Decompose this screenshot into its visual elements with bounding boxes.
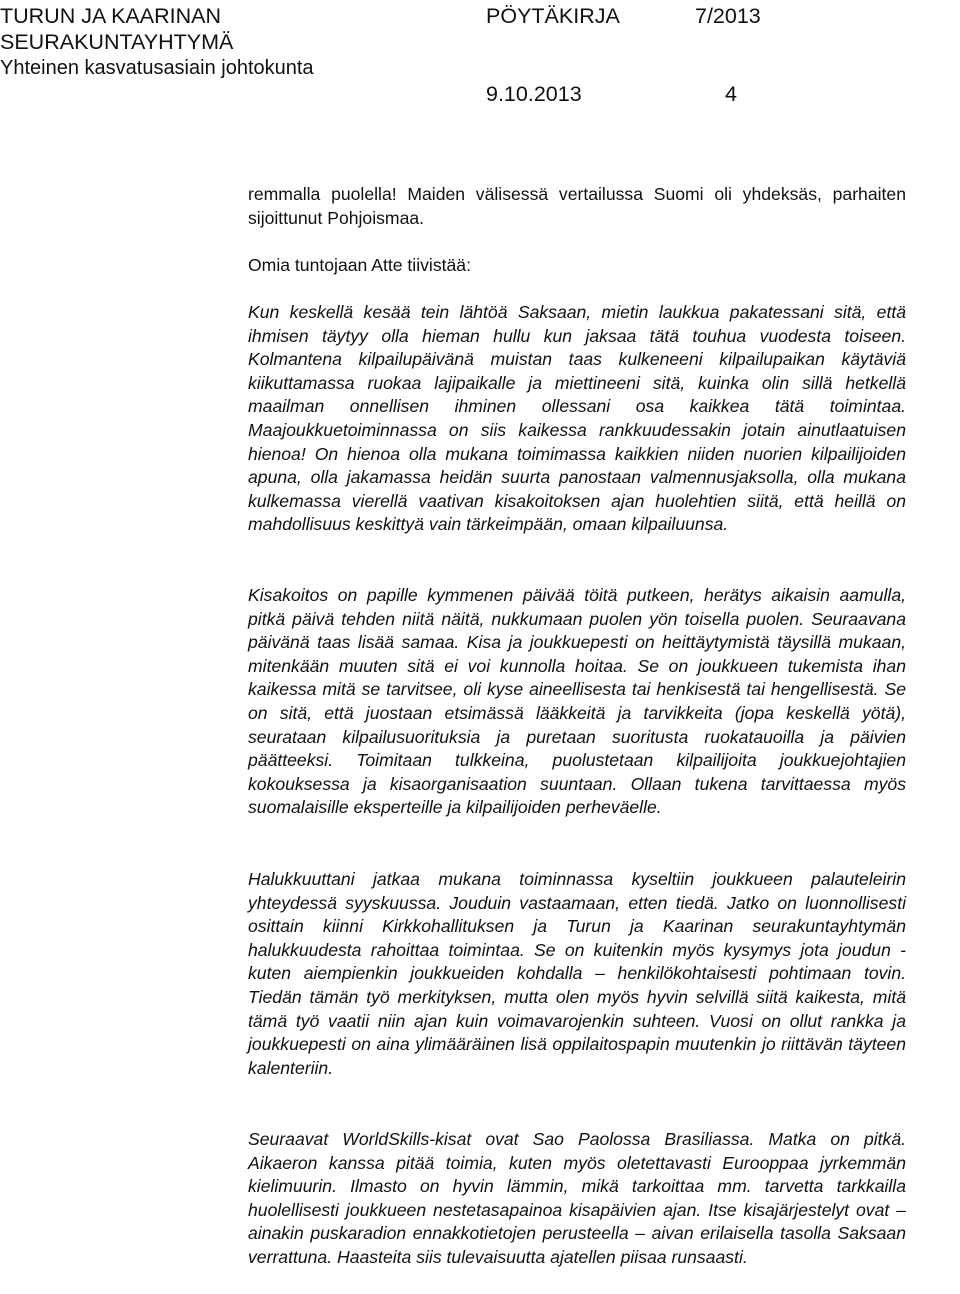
quote-paragraph-1: Kun keskellä kesää tein lähtöä Saksaan, mietin laukkua pakatessani sitä, että ihmisen täytyy olla hieman hullu kun jaksaa tätä touhua vuodesta toiseen. Kolmantena kilpailupäivänä muistan taas kulkeneeni kilpailupaikan käytäviä kiikuttamassa ruokaa lajipaikalle ja miettineeni sitä, kuinka olin sillä hetkellä maailman onnellisen ihminen ollessani osa kaikkea tätä toimintaa. Maajoukkuetoiminnassa on siis kaikessa rankkuudessakin jotain ainutlaatuisen hienoa! On hienoa olla mukana toimimassa kaikkien niiden nuorien kilpailijoiden apuna, olla jakamassa heidän suurta panostaan valmennusjaksolla, olla mukana kulkemassa vierellä vaativan kisakoitoksen ajan huolehtien siitä, että heillä on mahdollisuus keskittyä vain tärkeimpään, omaan kilpailuunsa. [248, 302, 906, 535]
header-organization-line2: SEURAKUNTAYHTYMÄ [0, 30, 234, 54]
paragraph-1: remmalla puolella! Maiden välisessä vertailussa Suomi oli yhdeksäs, parhaiten sijoittunut Pohjoismaa. [248, 184, 906, 228]
paragraph-2: Omia tuntojaan Atte tiivistää: [248, 255, 471, 275]
header-document-number: 7/2013 [695, 4, 761, 28]
header-document-type: PÖYTÄKIRJA [486, 4, 620, 28]
header-date: 9.10.2013 [486, 82, 582, 106]
header-page-number: 4 [725, 82, 737, 106]
header-organization-line3: Yhteinen kasvatusasiain johtokunta [0, 57, 314, 79]
quote-paragraph-3: Halukkuuttani jatkaa mukana toiminnassa kyseltiin joukkueen palauteleirin yhteydessä syyskuussa. Jouduin vastaamaan, etten tiedä. Jatko on luonnollisesti osittain kiinni Kirkkohallituksen ja Turun ja Kaarinan seurakuntayhtymän halukkuudesta rahoittaa toimintaa. Se on kuitenkin myös kysymys jota joudun - kuten aiempienkin joukkueiden kohdalla – henkilökohtaisesti pohtimaan tovin. Tiedän tämän työ merkityksen, mutta olen myös hyvin selvillä siitä kaikesta, mitä tämä työ vaatii niin ajan kuin voimavarojenkin suhteen. Vuosi on ollut rankka ja joukkuepesti on aina ylimääräinen lisä oppilaitospapin muutenkin jo riittävän täyteen kalenteriin. [248, 869, 906, 1078]
header-organization-line1: TURUN JA KAARINAN [0, 4, 222, 28]
quote-paragraph-2: Kisakoitos on papille kymmenen päivää töitä putkeen, herätys aikaisin aamulla, pitkä päivä tehden niitä näitä, nukkumaan puolen yön toisella puolen. Seuraavana päivänä taas lisää samaa. Kisa ja joukkuepesti on heittäytymistä täysillä mukaan, mitenkään muuten sitä ei voi kunnolla hoitaa. Se on joukkueen tukemista ihan kaikessa mitä se tarvitsee, oli kyse aineellisesta tai henkisestä tai hengellisestä. Se on sitä, että juostaan etsimässä lääkkeitä ja tarvikkeita (jopa keskellä yötä), seurataan kilpailusuorituksia ja puretaan suoritusta ruokatauoilla ja päivien päätteeksi. Toimitaan tulkkeina, puolustetaan kilpailijoita joukkuejohtajien kokouksessa ja kisaorganisaation suuntaan. Ollaan tukena tarvittaessa myös suomalaisille eksperteille ja kilpailijoiden perheväelle. [248, 585, 906, 818]
quote-paragraph-4: Seuraavat WorldSkills-kisat ovat Sao Paolossa Brasiliassa. Matka on pitkä. Aikaeron kanssa pitää toimia, kuten myös oletettavasti Eurooppaa jyrkemmän kielimuurin. Ilmasto on hyvin lämmin, mikä tarkoittaa mm. tarvetta tarkkailla huolellisesti joukkueen nestetasapainoa kisapäivien ajan. Itse kisajärjestelyt ovat – ainakin puskaradion ennakkotietojen perusteella – aivan erilaisella tasolla Saksaan verrattuna. Haasteita siis tulevaisuutta ajatellen piisaa runsaasti. [248, 1129, 906, 1267]
